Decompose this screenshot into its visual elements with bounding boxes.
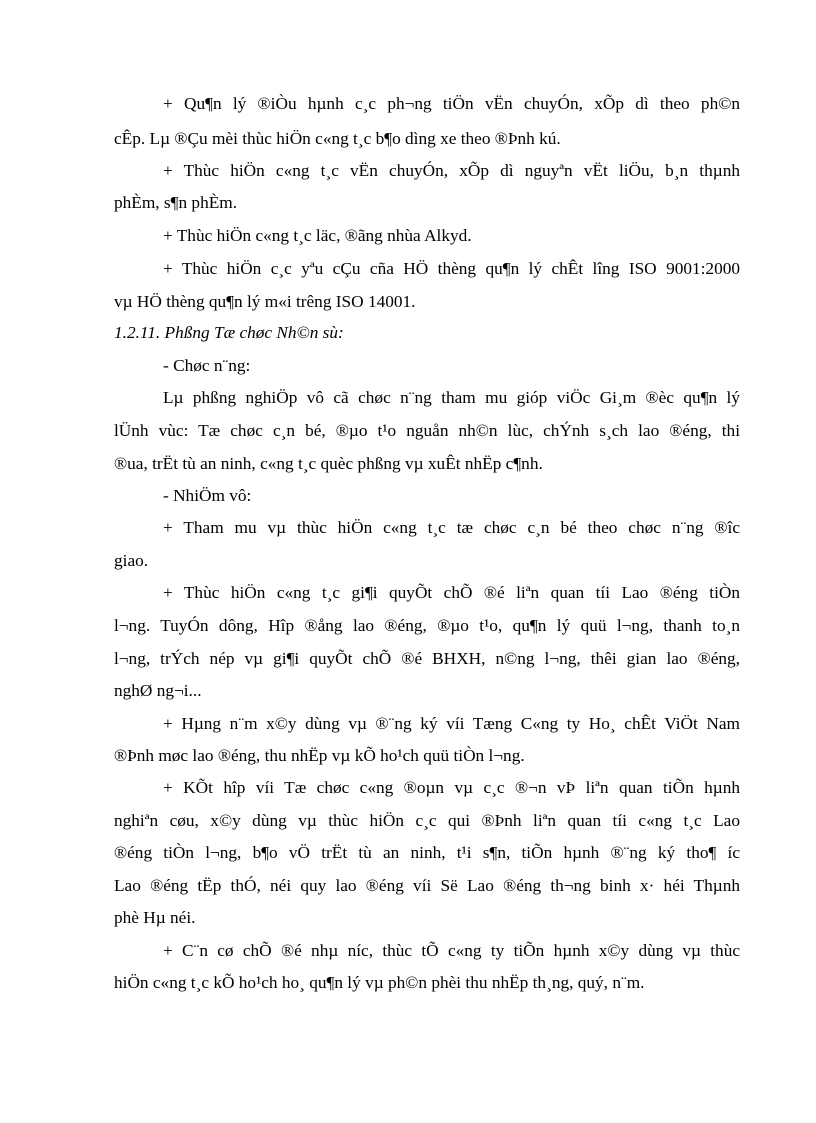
- text-line: nghØ ng¬i...: [114, 681, 202, 700]
- text-line: nghiªn cøu, x©y dùng vµ thùc hiÖn c¸c qui ®Þnh liªn quan tíi c«ng t¸c Lao: [114, 811, 740, 830]
- text-line: + Tham mu vµ thùc hiÖn c«ng t¸c tæ chøc c¸n bé theo chøc n¨ng ®îc: [163, 518, 740, 537]
- text-line: Lao ®éng tËp thÓ, néi quy lao ®éng víi Së Lao ®éng th¬ng binh x· héi Thµnh: [114, 876, 740, 895]
- text-line: + Thùc hiÖn c«ng t¸c gi¶i quyÕt chÕ ®é liªn quan tíi Lao ®éng tiÒn: [163, 583, 740, 602]
- text-line: phÈm, s¶n phÈm.: [114, 193, 238, 212]
- text-line: + Qu¶n lý ®iÒu hµnh c¸c ph¬ng tiÖn vËn chuyÓn, xÕp dì theo ph©n: [163, 94, 740, 113]
- text-line: hiÖn c«ng t¸c kÕ ho¹ch ho¸ qu¶n lý vµ ph©n phèi thu nhËp th¸ng, quý, n¨m.: [114, 973, 645, 992]
- text-line: Lµ phßng nghiÖp vô cã chøc n¨ng tham mu gióp viÖc Gi¸m ®èc qu¶n lý: [163, 388, 740, 407]
- text-line: lÜnh vùc: Tæ chøc c¸n bé, ®µo t¹o nguån nh©n lùc, chÝnh s¸ch lao ®éng, thi: [114, 421, 740, 440]
- text-line: + Thùc hiÖn c¸c yªu cÇu cña HÖ thèng qu¶n lý chÊt lîng ISO 9001:2000: [163, 259, 740, 278]
- section-heading: 1.2.11. Phßng Tæ chøc Nh©n sù:: [114, 323, 344, 342]
- text-line: + C¨n cø chÕ ®é nhµ níc, thùc tÕ c«ng ty tiÕn hµnh x©y dùng vµ thùc: [163, 941, 740, 960]
- text-line: cÊp. Lµ ®Çu mèi thùc hiÖn c«ng t¸c b¶o dìng xe theo ®Þnh kú.: [114, 129, 561, 148]
- text-line: + Thùc hiÖn c«ng t¸c vËn chuyÓn, xÕp dì nguyªn vËt liÖu, b¸n thµnh: [163, 161, 740, 180]
- text-line: + Thùc hiÖn c«ng t¸c läc, ®ãng nhùa Alkyd.: [163, 226, 472, 245]
- text-line: ®éng tiÒn l¬ng, b¶o vÖ trËt tù an ninh, t¹i s¶n, tiÕn hµnh ®¨ng ký tho¶ íc: [114, 843, 740, 862]
- text-line: giao.: [114, 551, 149, 570]
- text-line: - Chøc n¨ng:: [163, 356, 251, 375]
- text-line: + KÕt hîp víi Tæ chøc c«ng ®oµn vµ c¸c ®¬n vÞ liªn quan tiÕn hµnh: [163, 778, 740, 797]
- text-line: l¬ng, trÝch nép vµ gi¶i quyÕt chÕ ®é BHXH, n©ng l¬ng, thêi gian lao ®éng,: [114, 649, 740, 668]
- text-line: l¬ng. TuyÓn dông, Hîp ®ång lao ®éng, ®µo t¹o, qu¶n lý quü l¬ng, thanh to¸n: [114, 616, 740, 635]
- text-line: - NhiÖm vô:: [163, 486, 252, 505]
- text-line: ®ua, trËt tù an ninh, c«ng t¸c quèc phßng vµ xuÊt nhËp c¶nh.: [114, 454, 543, 473]
- text-line: + Hµng n¨m x©y dùng vµ ®¨ng ký víi Tæng C«ng ty Ho¸ chÊt ViÖt Nam: [163, 714, 740, 733]
- text-line: ®Þnh møc lao ®éng, thu nhËp vµ kÕ ho¹ch quü tiÒn l¬ng.: [114, 746, 525, 765]
- text-line: vµ HÖ thèng qu¶n lý m«i trêng ISO 14001.: [114, 292, 416, 311]
- text-line: phè Hµ néi.: [114, 908, 196, 927]
